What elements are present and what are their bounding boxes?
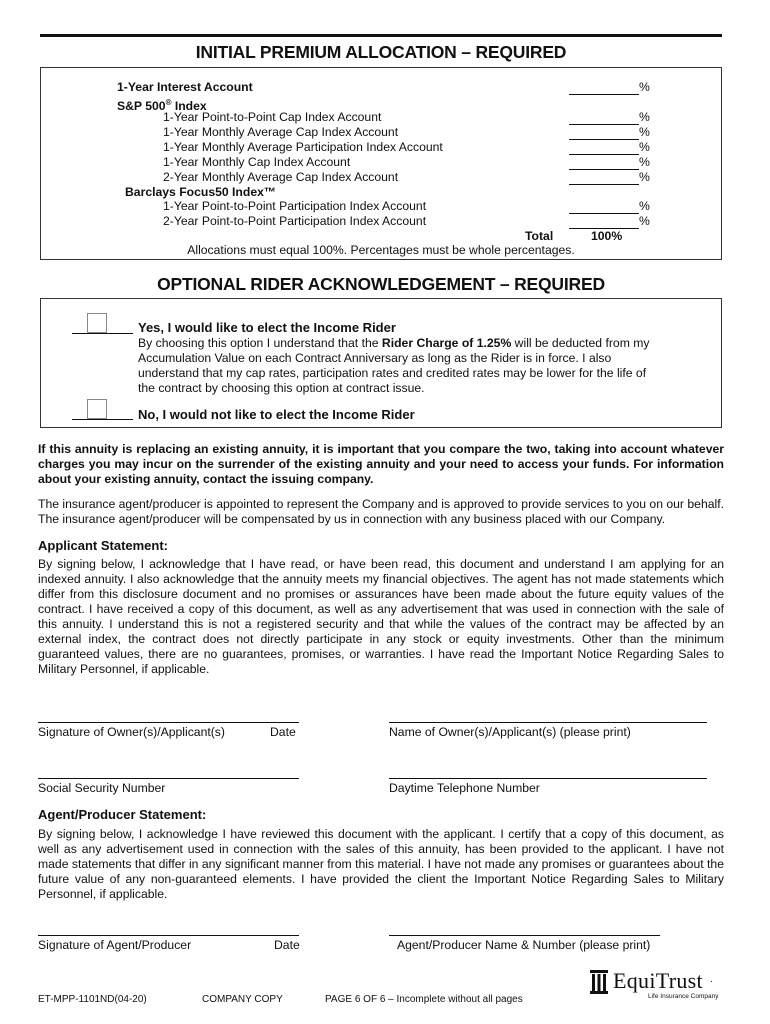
rider-title: OPTIONAL RIDER ACKNOWLEDGEMENT – REQUIRED [157, 274, 605, 294]
top-rule [40, 34, 722, 37]
form-id: ET-MPP-1101ND(04-20) [38, 994, 147, 1005]
page-number: PAGE 6 OF 6 – Incomplete without all pages [325, 994, 523, 1005]
sp-item-2: 1-Year Monthly Average Cap Index Account [163, 125, 399, 139]
agent-statement: By signing below, I acknowledge I have reviewed this document with the applicant. I certify that a copy of this document, as well as any advertisement used in connection with the sales of this annuity, has been provided to the applicant. I have not made statements that differ in any significant manner from this material. I have not made any promises or guarantees about the future value of any non-guaranteed elements. I have provided the client the Important Notice Regarding Sales to Military Personnel, if applicable. [38, 827, 724, 901]
sp-item-3-pct[interactable]: % [569, 140, 650, 155]
agent-date-label: Date [274, 938, 300, 952]
barclays-item-2-pct[interactable]: % [569, 214, 650, 229]
yes-rider-underline [72, 333, 133, 334]
ssn-line[interactable] [38, 778, 299, 779]
barclays-item-1-pct[interactable]: % [569, 199, 650, 214]
pct-blank[interactable] [569, 83, 639, 95]
replacement-notice: If this annuity is replacing an existing annuity, it is important that you compare the two, taking into account whatever charges you may incur on the surrender of the existing annuity and your need to access your funds. For information about your existing annuity, contact the issuing company. [38, 442, 724, 486]
total-label: Total [525, 229, 554, 243]
no-rider-underline [72, 419, 133, 420]
yes-rider-description: By choosing this option I understand that the Rider Charge of 1.25% will be deducted from my Accumulation Value on each Contract Anniversary as long as the Rider is in force. I also understand that my cap rates, participation rates and credited rates may be lower for the life of the contract by choosing this option at contract issue. [138, 336, 650, 395]
owner-name-line[interactable] [389, 722, 707, 723]
sp-item-1-pct[interactable]: % [569, 110, 650, 125]
allocation-note: Allocations must equal 100%. Percentages must be whole percentages. [187, 243, 575, 257]
company-copy: COMPANY COPY [202, 994, 283, 1005]
barclays-item-1: 1-Year Point-to-Point Participation Index Account [163, 199, 427, 213]
sp-item-1: 1-Year Point-to-Point Cap Index Account [163, 110, 382, 124]
agent-name-label: Agent/Producer Name & Number (please print) [397, 938, 651, 952]
phone-line[interactable] [389, 778, 707, 779]
interest-account-pct[interactable]: % [569, 80, 650, 95]
no-rider-label: No, I would not like to elect the Income Rider [138, 407, 415, 422]
yes-rider-label: Yes, I would like to elect the Income Rider [138, 320, 396, 335]
logo-tagline: Life Insurance Company [648, 993, 719, 1000]
sp-item-5-pct[interactable]: % [569, 170, 650, 185]
agent-heading: Agent/Producer Statement: [38, 807, 207, 822]
yes-rider-checkbox[interactable] [87, 313, 107, 333]
logo-name: EquiTrust [613, 968, 703, 993]
equitrust-logo [590, 968, 720, 1004]
ssn-label: Social Security Number [38, 781, 166, 795]
barclays-item-2: 2-Year Point-to-Point Participation Index Account [163, 214, 427, 228]
agent-notice: The insurance agent/producer is appointed to represent the Company and is approved to provide services to you on our behalf. The insurance agent/producer will be compensated by us in connection with any business placed with our Company. [38, 497, 724, 526]
owner-signature-line[interactable] [38, 722, 299, 723]
sp-item-4: 1-Year Monthly Cap Index Account [163, 155, 351, 169]
agent-signature-label: Signature of Agent/Producer [38, 938, 192, 952]
phone-label: Daytime Telephone Number [389, 781, 540, 795]
sp-item-4-pct[interactable]: % [569, 155, 650, 170]
sp-item-5: 2-Year Monthly Average Cap Index Account [163, 170, 399, 184]
sp500-heading: S&P 500® Index [117, 98, 207, 114]
owner-name-label: Name of Owner(s)/Applicant(s) (please print) [389, 725, 631, 739]
barclays-heading: Barclays Focus50 Index™ [125, 185, 277, 199]
sp-item-3: 1-Year Monthly Average Participation Index Account [163, 140, 443, 154]
owner-date-label: Date [270, 725, 296, 739]
total-value: 100% [591, 229, 623, 243]
agent-name-line[interactable] [389, 935, 660, 936]
logo-reg: . [710, 974, 713, 985]
agent-signature-line[interactable] [38, 935, 299, 936]
allocation-title: INITIAL PREMIUM ALLOCATION – REQUIRED [195, 42, 567, 62]
no-rider-checkbox[interactable] [87, 399, 107, 419]
pillar-icon [590, 970, 608, 994]
applicant-statement: By signing below, I acknowledge that I have read, or have been read, this document and understand I am applying for an indexed annuity. I also acknowledge that the annuity meets my financial objectives. The agent has not made statements which differ from this disclosure document and no promises or assurances have been made about the future equity values of the contract. I have received a copy of this document, as well as any advertisement that was used in connection with the sale of this annuity. I understand this is not a registered security and that while the values of the contract may be affected by an external index, the contract does not directly participate in any stock or equity investments. Other than the minimum guaranteed values, there are no guarantees, promises, or warranties. I have read the Important Notice Regarding Sales to Military Personnel, if applicable. [38, 557, 724, 676]
sp-item-2-pct[interactable]: % [569, 125, 650, 140]
interest-account-label: 1-Year Interest Account [117, 80, 253, 94]
owner-signature-label: Signature of Owner(s)/Applicant(s) [38, 725, 225, 739]
applicant-heading: Applicant Statement: [38, 538, 169, 553]
